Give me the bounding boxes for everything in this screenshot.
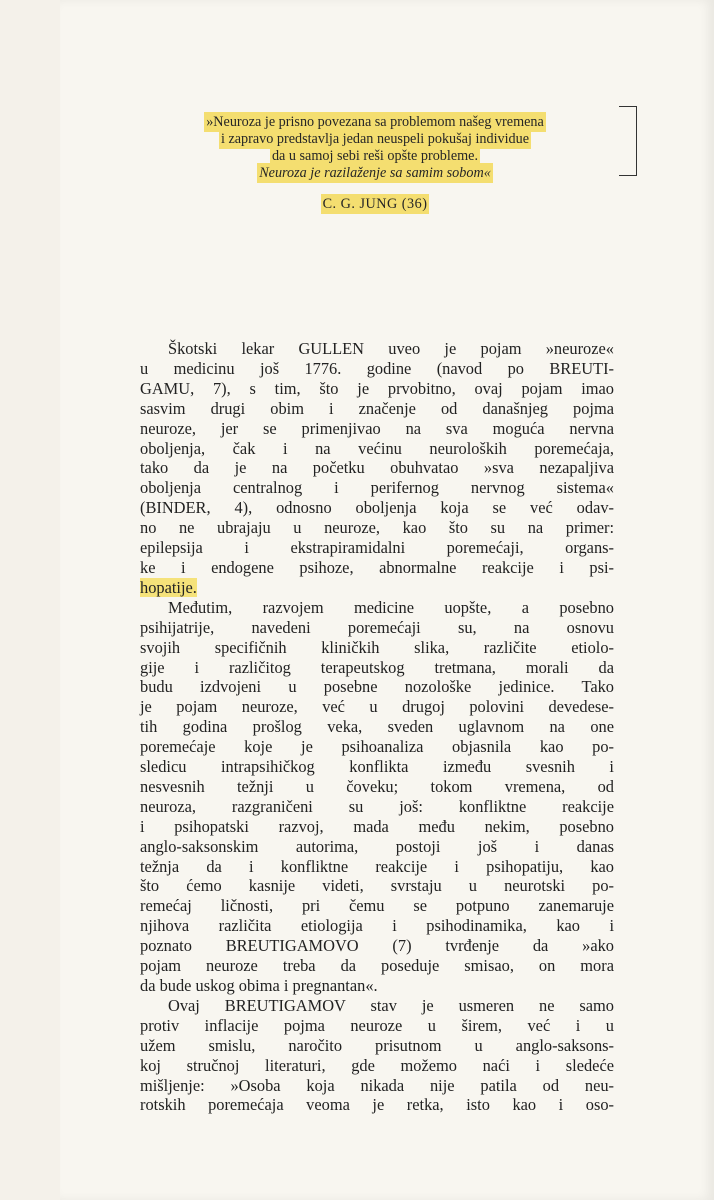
text-line: je pojam neuroze, već u drugoj polovini devedese-: [140, 697, 614, 717]
text-line: hopatije.: [140, 577, 197, 597]
text-line: pojam neuroze treba da poseduje smisao, on mora: [140, 956, 614, 976]
text-line: tih godina prošlog veka, sveden uglavnom na one: [140, 717, 614, 737]
epigraph-block: [128, 114, 622, 213]
text-line: poznato BREUTIGAMOVO (7) tvrđenje da »ako: [140, 936, 614, 956]
text-line: svojih specifičnih kliničkih slika, različite etiolo-: [140, 637, 614, 657]
body-text: [140, 339, 614, 1115]
epigraph-line-3: da u samoj sebi reši opšte probleme.: [271, 148, 479, 164]
text-line: anglo-saksonskim autorima, postoji još i danas: [140, 836, 614, 856]
epigraph-line-1: »Neuroza je prisno povezana sa problemom našeg vremena: [206, 114, 544, 130]
text-line: užem smislu, naročito prisutnom u anglo-saksons-: [140, 1035, 614, 1055]
text-line: remećaj ličnosti, pri čemu se potpuno zanemaruje: [140, 896, 614, 916]
text-line: što ćemo kasnije videti, svrstaju u neurotski po-: [140, 876, 614, 896]
text-line: no ne ubrajaju u neuroze, kao što su na primer:: [140, 518, 614, 538]
text-line: gije i različitog terapeutskog tretmana, morali da: [140, 657, 614, 677]
text-line: epilepsija i ekstrapiramidalni poremećaji, organs-: [140, 538, 614, 558]
epigraph-italic-line: Neuroza je razilaženje sa samim sobom«: [259, 165, 491, 181]
text-line: oboljenja centralnog i perifernog nervnog sistema«: [140, 478, 614, 498]
text-line: (BINDER, 4), odnosno oboljenja koja se već odav-: [140, 498, 614, 518]
epigraph-author: C. G. JUNG (36): [322, 196, 428, 212]
text-line: težnja da i konfliktne reakcije i psihopatiju, kao: [140, 856, 614, 876]
text-line: koj stručnoj literaturi, gde možemo naći i sledeće: [140, 1055, 614, 1075]
text-line: i psihopatski razvoj, mada među nekim, posebno: [140, 816, 614, 836]
paragraph-3: [140, 996, 614, 1115]
margin-bracket-mark: [619, 106, 637, 176]
text-line: oboljenja, čak i na većinu neuroloških poremećaja,: [140, 438, 614, 458]
text-line: budu izdvojeni u posebne nozološke jedinice. Tako: [140, 677, 614, 697]
text-line: Međutim, razvojem medicine uopšte, a posebno: [168, 597, 614, 617]
text-line: rotskih poremećaja veoma je retka, isto kao i oso-: [140, 1095, 614, 1115]
epigraph-line-2: i zapravo predstavlja jedan neuspeli pokušaj individue: [220, 131, 530, 147]
text-line: protiv inflacije pojma neuroze u širem, već i u: [140, 1015, 614, 1035]
text-line: neuroze, jer se primenjivao na sva moguća nervna: [140, 418, 614, 438]
text-line: psihijatrije, navedeni poremećaji su, na osnovu: [140, 617, 614, 637]
text-line: sasvim drugi obim i značenje od današnjeg pojma: [140, 398, 614, 418]
text-line: poremećaje koje je psihoanaliza objasnila kao po-: [140, 737, 614, 757]
paragraph-1: [140, 339, 614, 598]
text-line: njihova različita etiologija i psihodinamika, kao i: [140, 916, 614, 936]
text-line: Škotski lekar GULLEN uveo je pojam »neuroze«: [168, 339, 614, 358]
text-line: u medicinu još 1776. godine (navod po BREUTI-: [140, 358, 614, 378]
text-line: Ovaj BREUTIGAMOV stav je usmeren ne samo: [168, 995, 614, 1015]
paragraph-2: [140, 598, 614, 996]
text-line: ke i endogene psihoze, abnormalne reakcije i psi-: [140, 557, 614, 577]
text-line: GAMU, 7), s tim, što je prvobitno, ovaj pojam imao: [140, 378, 614, 398]
text-line: sledicu intrapsihičkog konflikta između svesnih i: [140, 757, 614, 777]
text-line: nesvesnih težnji u čoveku; tokom vremena, od: [140, 776, 614, 796]
text-line: mišljenje: »Osoba koja nikada nije patila od neu-: [140, 1075, 614, 1095]
text-line: da bude uskog obima i pregnantan«.: [140, 976, 378, 995]
text-line: tako da je na početku obuhvatao »sva nezapaljiva: [140, 458, 614, 478]
text-line: neuroza, razgraničeni su još: konfliktne reakcije: [140, 796, 614, 816]
